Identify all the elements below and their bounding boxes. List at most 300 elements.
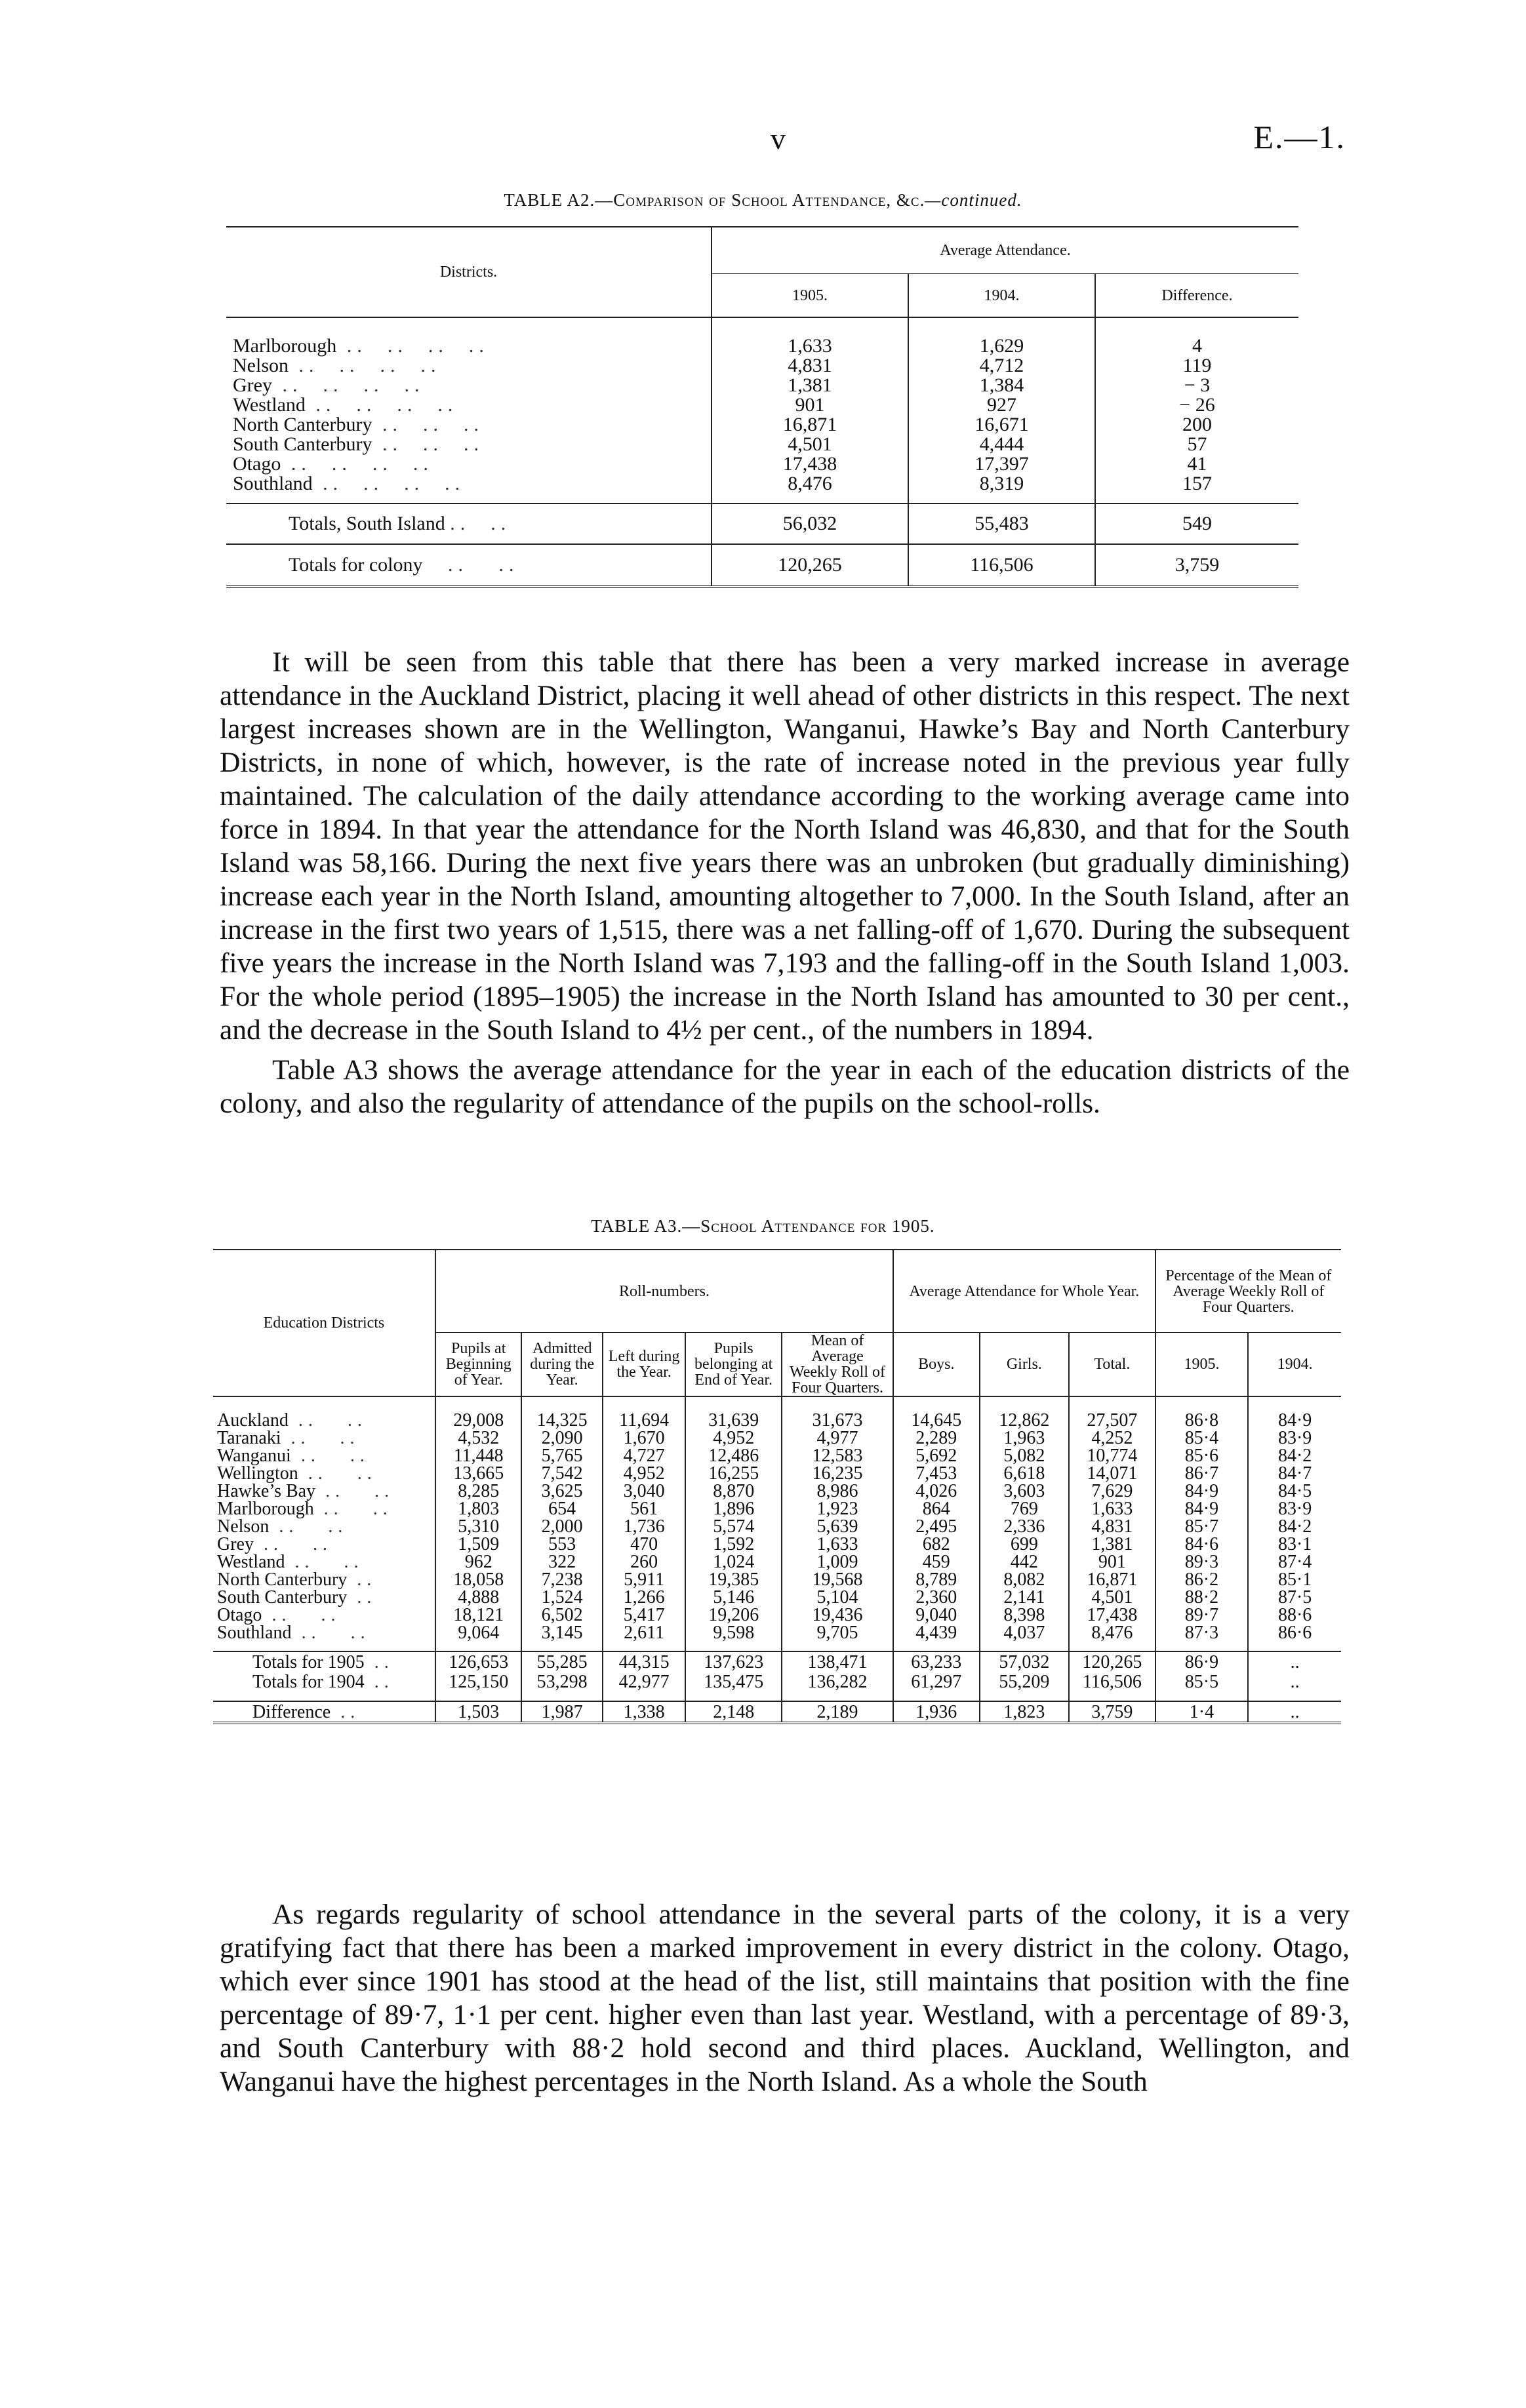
caption-prefix: TABLE A3.— xyxy=(591,1216,701,1236)
district-cell: Taranaki .. .. xyxy=(217,1428,360,1448)
cell: 135,475 xyxy=(685,1672,782,1691)
cell: 89·7 xyxy=(1155,1606,1249,1624)
cell: 125,150 xyxy=(435,1672,522,1691)
col-group-average: Average Attendance. xyxy=(712,227,1298,274)
cell: 1,936 xyxy=(893,1701,980,1723)
cell: 84·9 xyxy=(1155,1482,1249,1500)
cell: 561 xyxy=(603,1500,685,1518)
cell: .. xyxy=(1248,1701,1341,1723)
cell: 84·7 xyxy=(1248,1465,1341,1482)
cell: 470 xyxy=(603,1535,685,1553)
district-cell: Totals for 1905 .. xyxy=(252,1651,394,1672)
district-cell: Hawke’s Bay .. .. xyxy=(217,1481,395,1501)
cell: 1,592 xyxy=(685,1535,782,1553)
cell: 85·4 xyxy=(1155,1429,1249,1447)
table-row xyxy=(213,1571,1341,1589)
cell: 61,297 xyxy=(893,1672,980,1691)
table-row xyxy=(213,1482,1341,1500)
col-group-roll: Roll-numbers. xyxy=(435,1250,893,1333)
district-name: Southland xyxy=(217,1623,292,1643)
cell: 86·6 xyxy=(1248,1624,1341,1642)
cell: 1,266 xyxy=(603,1589,685,1606)
cell: 16,671 xyxy=(908,415,1095,435)
cell: 4,712 xyxy=(908,356,1095,376)
district-cell: Marlborough .. .. .. .. xyxy=(233,335,489,357)
col-mean-weekly-roll: Mean of Average Weekly Roll of Four Quarters. xyxy=(782,1333,893,1397)
cell: 12,862 xyxy=(980,1411,1070,1429)
cell: 2,189 xyxy=(782,1701,893,1723)
body-text-lower xyxy=(220,1898,1350,2099)
cell: 12,486 xyxy=(685,1447,782,1465)
district-name: Nelson xyxy=(217,1516,270,1537)
cell: .. xyxy=(1248,1651,1341,1672)
col-boys: Boys. xyxy=(893,1333,980,1397)
cell: 4,952 xyxy=(603,1465,685,1482)
cell: 4,888 xyxy=(435,1589,522,1606)
cell: 549 xyxy=(1095,503,1298,544)
cell: 85·7 xyxy=(1155,1518,1249,1535)
table-row xyxy=(213,1535,1341,1553)
cell: 8,285 xyxy=(435,1482,522,1500)
cell: 14,645 xyxy=(893,1411,980,1429)
district-cell: North Canterbury .. xyxy=(217,1569,377,1590)
district-name: Totals for 1905 xyxy=(252,1651,365,1672)
cell: 88·6 xyxy=(1248,1606,1341,1624)
cell: 5,692 xyxy=(893,1447,980,1465)
district-cell: Auckland .. .. xyxy=(217,1410,367,1431)
cell: 57,032 xyxy=(980,1651,1070,1672)
cell: 4,727 xyxy=(603,1447,685,1465)
table-a3-body xyxy=(213,1411,1341,1642)
cell: 86·8 xyxy=(1155,1411,1249,1429)
cell: 3,603 xyxy=(980,1482,1070,1500)
district-cell: Otago .. .. xyxy=(217,1605,341,1625)
cell: 4,977 xyxy=(782,1429,893,1447)
cell: 2,611 xyxy=(603,1624,685,1642)
col-left: Left during the Year. xyxy=(603,1333,685,1397)
table-a3 xyxy=(213,1249,1341,1724)
col-districts: Districts. xyxy=(226,227,712,317)
cell: 10,774 xyxy=(1069,1447,1155,1465)
district-name: South Canterbury xyxy=(233,433,372,455)
cell: 2,336 xyxy=(980,1518,1070,1535)
cell: 17,438 xyxy=(1069,1606,1155,1624)
cell: 901 xyxy=(712,395,908,415)
table-row xyxy=(213,1465,1341,1482)
table-row xyxy=(226,474,1298,494)
table-row xyxy=(213,1672,1341,1691)
table-a2-caption xyxy=(0,190,1526,210)
col-total: Total. xyxy=(1069,1333,1155,1397)
cell: 901 xyxy=(1069,1553,1155,1571)
cell: 11,694 xyxy=(603,1411,685,1429)
cell: 1,381 xyxy=(712,376,908,395)
cell: 84·5 xyxy=(1248,1482,1341,1500)
cell: 1,736 xyxy=(603,1518,685,1535)
cell: 1,987 xyxy=(521,1701,602,1723)
cell: 14,071 xyxy=(1069,1465,1155,1482)
cell: 18,058 xyxy=(435,1571,522,1589)
cell: 16,871 xyxy=(712,415,908,435)
table-row xyxy=(213,1518,1341,1535)
cell: 2,360 xyxy=(893,1589,980,1606)
col-pupils-beginning: Pupils at Beginning of Year. xyxy=(435,1333,522,1397)
cell: 3,625 xyxy=(521,1482,602,1500)
cell: 9,064 xyxy=(435,1624,522,1642)
cell: 120,265 xyxy=(712,544,908,587)
cell: 18,121 xyxy=(435,1606,522,1624)
cell: 31,639 xyxy=(685,1411,782,1429)
cell: 19,436 xyxy=(782,1606,893,1624)
table-row xyxy=(226,336,1298,356)
cell: 1,633 xyxy=(712,336,908,356)
district-name: Taranaki xyxy=(217,1428,281,1448)
cell: 3,759 xyxy=(1095,544,1298,587)
district-name: Marlborough xyxy=(217,1499,314,1519)
cell: .. xyxy=(1248,1672,1341,1691)
paragraph-3: As regards regularity of school attendance in the several parts of the colony, it is a very gratifying fact that there has been a marked improvement in every district in the colony. Otago, which ever since 1901 has stood at the head of the list, still maintains that position with the fine percentage of 89·7, 1·1 per cent. higher even than last year. Westland, with a percentage of 89·3, and South Canterbury with 88·2 hold second and third places. Auckland, Wellington, and Wanganui have the highest percentages in the North Island. As a whole the South xyxy=(220,1899,1350,2097)
district-name: Marlborough xyxy=(233,335,337,357)
cell: 7,238 xyxy=(521,1571,602,1589)
table-row xyxy=(213,1429,1341,1447)
col-admitted: Admitted during the Year. xyxy=(521,1333,602,1397)
cell: 4,444 xyxy=(908,435,1095,454)
cell: 2,141 xyxy=(980,1589,1070,1606)
cell: 13,665 xyxy=(435,1465,522,1482)
district-name: Wellington xyxy=(217,1463,298,1484)
cell: 88·2 xyxy=(1155,1589,1249,1606)
cell: 1,009 xyxy=(782,1553,893,1571)
cell: 927 xyxy=(908,395,1095,415)
cell: 138,471 xyxy=(782,1651,893,1672)
cell: 11,448 xyxy=(435,1447,522,1465)
cell: 1,384 xyxy=(908,376,1095,395)
cell: 4,037 xyxy=(980,1624,1070,1642)
table-row: Totals, South Island .. .. 56,032 55,483 549 xyxy=(226,503,1298,544)
table-row xyxy=(213,1606,1341,1624)
cell: 8,082 xyxy=(980,1571,1070,1589)
cell: 5,639 xyxy=(782,1518,893,1535)
cell: 4,501 xyxy=(1069,1589,1155,1606)
totals-colony-label: Totals for colony xyxy=(289,554,423,576)
col-1904: 1904. xyxy=(908,274,1095,318)
cell: 1,823 xyxy=(980,1701,1070,1723)
cell: 84·9 xyxy=(1155,1500,1249,1518)
cell: 1,670 xyxy=(603,1429,685,1447)
district-cell: South Canterbury .. .. .. xyxy=(233,433,484,455)
col-pct-1904: 1904. xyxy=(1248,1333,1341,1397)
table-row xyxy=(226,376,1298,395)
cell: 84·6 xyxy=(1155,1535,1249,1553)
district-name: Totals for 1904 xyxy=(252,1671,365,1692)
district-cell: Westland .. .. xyxy=(217,1552,364,1572)
district-name: Grey xyxy=(233,374,272,396)
cell: 5,104 xyxy=(782,1589,893,1606)
cell: 962 xyxy=(435,1553,522,1571)
district-cell: South Canterbury .. xyxy=(217,1587,377,1608)
district-name: Difference xyxy=(252,1701,331,1722)
cell: 5,911 xyxy=(603,1571,685,1589)
cell: 5,146 xyxy=(685,1589,782,1606)
cell: 86·7 xyxy=(1155,1465,1249,1482)
table-row xyxy=(213,1651,1341,1672)
table-row xyxy=(226,356,1298,376)
cell: 2,495 xyxy=(893,1518,980,1535)
caption-title: Comparison of School Attendance, &c. xyxy=(613,190,925,210)
col-pct-1905: 1905. xyxy=(1155,1333,1249,1397)
district-name: Westland xyxy=(233,394,306,416)
cell: 1,896 xyxy=(685,1500,782,1518)
cell: 1,923 xyxy=(782,1500,893,1518)
col-difference: Difference. xyxy=(1095,274,1298,318)
col-1905: 1905. xyxy=(712,274,908,318)
cell: 8,789 xyxy=(893,1571,980,1589)
cell: 260 xyxy=(603,1553,685,1571)
page-number: v xyxy=(771,122,786,155)
cell: 19,568 xyxy=(782,1571,893,1589)
cell: 699 xyxy=(980,1535,1070,1553)
cell: 16,235 xyxy=(782,1465,893,1482)
cell: 83·1 xyxy=(1248,1535,1341,1553)
district-name: Westland xyxy=(217,1552,285,1572)
cell: 55,483 xyxy=(908,503,1095,544)
district-cell: Southland .. .. xyxy=(217,1623,371,1643)
table-row xyxy=(213,1553,1341,1571)
cell: 5,765 xyxy=(521,1447,602,1465)
district-cell: Nelson .. .. xyxy=(217,1516,348,1537)
cell: 17,438 xyxy=(712,454,908,474)
cell: 7,453 xyxy=(893,1465,980,1482)
cell: 3,040 xyxy=(603,1482,685,1500)
cell: 27,507 xyxy=(1069,1411,1155,1429)
district-cell: Difference .. xyxy=(252,1701,361,1722)
cell: 1,963 xyxy=(980,1429,1070,1447)
cell: 1,381 xyxy=(1069,1535,1155,1553)
cell: 5,082 xyxy=(980,1447,1070,1465)
cell: 7,629 xyxy=(1069,1482,1155,1500)
caption-prefix: TABLE A2.— xyxy=(504,190,614,210)
cell: 17,397 xyxy=(908,454,1095,474)
cell: 5,417 xyxy=(603,1606,685,1624)
cell: 12,583 xyxy=(782,1447,893,1465)
cell: 5,310 xyxy=(435,1518,522,1535)
cell: 63,233 xyxy=(893,1651,980,1672)
district-name: Otago xyxy=(217,1605,262,1625)
table-row xyxy=(213,1447,1341,1465)
cell: 1,509 xyxy=(435,1535,522,1553)
cell: 1,629 xyxy=(908,336,1095,356)
cell: 16,871 xyxy=(1069,1571,1155,1589)
cell: 769 xyxy=(980,1500,1070,1518)
cell: 1,633 xyxy=(782,1535,893,1553)
cell: 85·6 xyxy=(1155,1447,1249,1465)
district-cell: Totals for 1904 .. xyxy=(252,1671,394,1692)
cell: 3,759 xyxy=(1069,1701,1155,1723)
cell: 89·3 xyxy=(1155,1553,1249,1571)
body-text-upper xyxy=(220,646,1350,1120)
cell: 7,542 xyxy=(521,1465,602,1482)
cell: 8,870 xyxy=(685,1482,782,1500)
paragraph-1: It will be seen from this table that there has been a very marked increase in average attendance in the Auckland District, placing it well ahead of other districts in this respect. The next largest increases shown are in the Wellington, Wanganui, Hawke’s Bay and North Canterbury Districts, in none of which, however, is the rate of increase noted in the previous year fully maintained. The calculation of the daily attendance according to the working average came into force in 1894. In that year the attendance for the North Island was 46,830, and that for the South Island was 58,166. During the next five years there was an unbroken (but gradually diminishing) increase each year in the North Island, amounting altogether to 7,000. In the South Island, after an increase in the first two years of 1,515, there was a net falling-off of 1,670. During the subsequent five years the increase in the North Island was 7,193 and the falling-off in the South Island 1,003. For the whole period (1895–1905) the increase in the North Island has amounted to 30 per cent., and the decrease in the South Island to 4½ per cent., of the numbers in 1894. xyxy=(220,646,1350,1046)
cell: 86·9 xyxy=(1155,1651,1249,1672)
district-name: Wanganui xyxy=(217,1446,291,1466)
district-name: Otago xyxy=(233,453,281,475)
table-row xyxy=(226,395,1298,415)
table-a2 xyxy=(226,226,1298,588)
cell: 119 xyxy=(1095,356,1298,376)
district-cell: Grey .. .. xyxy=(217,1534,332,1554)
cell: 116,506 xyxy=(908,544,1095,587)
cell: 136,282 xyxy=(782,1672,893,1691)
document-code: E.—1. xyxy=(1253,119,1346,155)
cell: 1,803 xyxy=(435,1500,522,1518)
cell: 4,439 xyxy=(893,1624,980,1642)
cell: 84·9 xyxy=(1248,1411,1341,1429)
table-row xyxy=(213,1500,1341,1518)
cell: 2,148 xyxy=(685,1701,782,1723)
cell: 2,090 xyxy=(521,1429,602,1447)
table-a3-difference xyxy=(213,1691,1341,1723)
cell: 87·5 xyxy=(1248,1589,1341,1606)
cell: 864 xyxy=(893,1500,980,1518)
district-name: North Canterbury xyxy=(217,1569,348,1590)
table-row xyxy=(226,435,1298,454)
cell: 83·9 xyxy=(1248,1500,1341,1518)
cell: 86·2 xyxy=(1155,1571,1249,1589)
col-group-percentage: Percentage of the Mean of Average Weekly Roll of Four Quarters. xyxy=(1155,1250,1341,1333)
table-a2-body xyxy=(226,336,1298,494)
cell: 553 xyxy=(521,1535,602,1553)
table-row xyxy=(213,1589,1341,1606)
col-education-districts: Education Districts xyxy=(213,1250,435,1396)
cell: 31,673 xyxy=(782,1411,893,1429)
district-cell: Westland .. .. .. .. xyxy=(233,394,458,416)
cell: − 26 xyxy=(1095,395,1298,415)
cell: 4,026 xyxy=(893,1482,980,1500)
district-name: South Canterbury xyxy=(217,1587,348,1608)
cell: 682 xyxy=(893,1535,980,1553)
cell: 1,524 xyxy=(521,1589,602,1606)
col-group-average: Average Attendance for Whole Year. xyxy=(893,1250,1155,1333)
cell: 120,265 xyxy=(1069,1651,1155,1672)
district-cell: Otago .. .. .. .. xyxy=(233,453,433,475)
table-row xyxy=(213,1411,1341,1429)
cell: 85·5 xyxy=(1155,1672,1249,1691)
cell: 442 xyxy=(980,1553,1070,1571)
cell: 41 xyxy=(1095,454,1298,474)
cell: 6,618 xyxy=(980,1465,1070,1482)
cell: 9,040 xyxy=(893,1606,980,1624)
caption-title: School Attendance for 1905. xyxy=(700,1216,935,1236)
district-name: Grey xyxy=(217,1534,254,1554)
district-cell: North Canterbury .. .. .. xyxy=(233,414,484,435)
cell: 55,285 xyxy=(521,1651,602,1672)
table-a3-totals xyxy=(213,1651,1341,1691)
cell: 1,503 xyxy=(435,1701,522,1723)
cell: 57 xyxy=(1095,435,1298,454)
cell: 116,506 xyxy=(1069,1672,1155,1691)
cell: 29,008 xyxy=(435,1411,522,1429)
cell: 8,398 xyxy=(980,1606,1070,1624)
district-name: Nelson xyxy=(233,355,289,376)
table-row: Totals for colony .. .. 120,265 116,506 3,759 xyxy=(226,544,1298,587)
cell: 9,705 xyxy=(782,1624,893,1642)
cell: 126,653 xyxy=(435,1651,522,1672)
cell: 4,831 xyxy=(1069,1518,1155,1535)
cell: 19,206 xyxy=(685,1606,782,1624)
district-name: Hawke’s Bay xyxy=(217,1481,316,1501)
cell: 1,338 xyxy=(603,1701,685,1723)
table-row xyxy=(213,1624,1341,1642)
district-cell: Wellington .. .. xyxy=(217,1463,377,1484)
district-cell: Wanganui .. .. xyxy=(217,1446,370,1466)
table-row xyxy=(213,1701,1341,1723)
cell: 8,986 xyxy=(782,1482,893,1500)
cell: 87·4 xyxy=(1248,1553,1341,1571)
cell: 84·2 xyxy=(1248,1518,1341,1535)
cell: 85·1 xyxy=(1248,1571,1341,1589)
table-row xyxy=(226,415,1298,435)
cell: 4,252 xyxy=(1069,1429,1155,1447)
cell: 1·4 xyxy=(1155,1701,1249,1723)
cell: 1,024 xyxy=(685,1553,782,1571)
cell: 53,298 xyxy=(521,1672,602,1691)
cell: 200 xyxy=(1095,415,1298,435)
cell: 8,476 xyxy=(1069,1624,1155,1642)
cell: 157 xyxy=(1095,474,1298,494)
district-cell: Marlborough .. .. xyxy=(217,1499,393,1519)
cell: 8,476 xyxy=(712,474,908,494)
cell: 84·2 xyxy=(1248,1447,1341,1465)
caption-suffix: —continued. xyxy=(925,190,1022,210)
cell: 5,574 xyxy=(685,1518,782,1535)
cell: 1,633 xyxy=(1069,1500,1155,1518)
cell: 6,502 xyxy=(521,1606,602,1624)
district-name: Southland xyxy=(233,473,313,494)
cell: 83·9 xyxy=(1248,1429,1341,1447)
cell: − 3 xyxy=(1095,376,1298,395)
cell: 87·3 xyxy=(1155,1624,1249,1642)
cell: 3,145 xyxy=(521,1624,602,1642)
district-cell: Grey .. .. .. .. xyxy=(233,374,425,396)
totals-south-label: Totals, South Island xyxy=(289,513,445,534)
cell: 16,255 xyxy=(685,1465,782,1482)
cell: 9,598 xyxy=(685,1624,782,1642)
col-belonging: Pupils belonging at End of Year. xyxy=(685,1333,782,1397)
cell: 14,325 xyxy=(521,1411,602,1429)
cell: 4,831 xyxy=(712,356,908,376)
cell: 322 xyxy=(521,1553,602,1571)
cell: 42,977 xyxy=(603,1672,685,1691)
cell: 19,385 xyxy=(685,1571,782,1589)
table-row xyxy=(226,454,1298,474)
cell: 44,315 xyxy=(603,1651,685,1672)
col-girls: Girls. xyxy=(980,1333,1070,1397)
cell: 4,501 xyxy=(712,435,908,454)
cell: 4 xyxy=(1095,336,1298,356)
district-cell: Southland .. .. .. .. xyxy=(233,473,466,494)
cell: 137,623 xyxy=(685,1651,782,1672)
cell: 4,532 xyxy=(435,1429,522,1447)
district-name: Auckland xyxy=(217,1410,289,1431)
cell: 8,319 xyxy=(908,474,1095,494)
cell: 56,032 xyxy=(712,503,908,544)
table-a3-caption xyxy=(0,1216,1526,1236)
district-name: North Canterbury xyxy=(233,414,372,435)
paragraph-2: Table A3 shows the average attendance for the year in each of the education districts of the colony, and also the regularity of attendance of the pupils on the school-rolls. xyxy=(220,1054,1350,1119)
cell: 2,289 xyxy=(893,1429,980,1447)
cell: 55,209 xyxy=(980,1672,1070,1691)
